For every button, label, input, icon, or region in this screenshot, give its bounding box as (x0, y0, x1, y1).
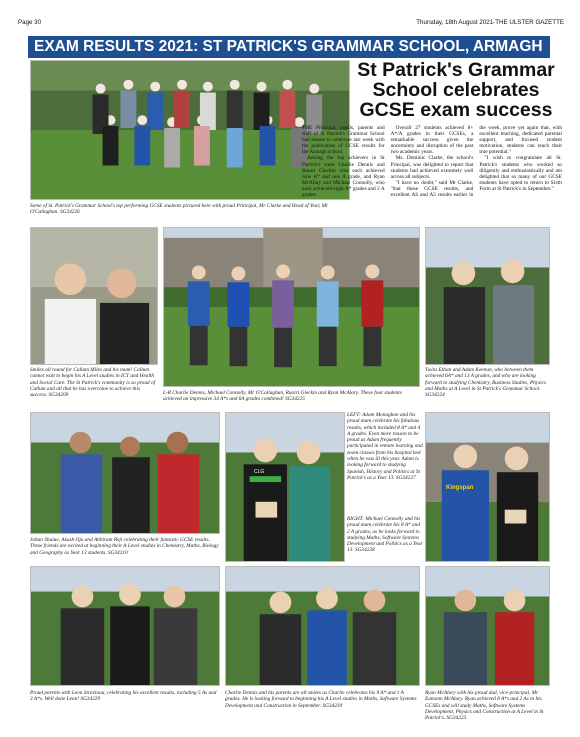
caption-four-students: L-R Charlie Dennis, Michael Connolly, Mr O'Callaghan, Ruairi Gleckin and Ryan McAlary. These four students achieved an impressive 34 A*s and 6A grades combined! SG34225 (163, 390, 402, 403)
caption-ryan: Ryan McAlary with his proud dad, vice-principal, Mr Eamonn McAlary. Ryan achieved 8 A*s and 2 As in his GCSEs and will study Maths, Software Systems Development, Physics and Construction at A Level in St Patrick's. SG34223 (425, 690, 544, 722)
caption-charlie: Charlie Dennis and his parents are all smiles as Charlie celebrates his 9 A* and 1 A grades. He is looking forward to beginning his A Level studies in Maths, Software Systems Development and Construction in September. SG34230 (225, 690, 417, 709)
callum-photo (30, 227, 158, 365)
four-students-photo (163, 227, 420, 387)
headline-line-1: St Patrick's Grammar (357, 59, 555, 81)
page-header (18, 16, 564, 30)
article-paragraph: "I wish to congratulate all St. Patrick's students who worked so diligently and enthusiastically and am delighted that so many of our GCSE students have opted to return to Sixth Form at St Patrick's in September." (479, 155, 562, 192)
headline-line-2: School celebrates (372, 79, 540, 101)
issue-date: Thursday, 18th August 2021-THE ULSTER GAZETTE (416, 19, 564, 26)
section-banner: EXAM RESULTS 2021: ST PATRICK'S GRAMMAR SCHOOL, ARMAGH (28, 36, 550, 58)
article-paragraph: Overall 27 students achieved 8+ A*/A grades in their GCSEs, a remarkable success given the uncertainty and disruption of the past two academic years. (390, 125, 474, 156)
article-body (302, 125, 562, 223)
headline-line-3: GCSE exam success (359, 99, 553, 121)
johan-photo (30, 412, 220, 534)
caption-johan: Johan Shaiue, Akash Ojo and Abhiram Reji celebrating their fantastic GCSE results. These friends are excited at beginning their A Level studies in Chemistry, Maths, Biology and Geography as Year 13 students. SG34210 (30, 537, 219, 556)
article-paragraph: THE Principal, pupils, parents and staff of St Patrick's Grammar School had reason to celebrate last week with the publication of GCSE results for the Armagh school. (302, 125, 385, 156)
adam-photo (225, 412, 345, 562)
michael-photo (425, 412, 550, 562)
jersey-label: CLG (254, 469, 265, 475)
charlie-photo (225, 566, 420, 686)
leon-photo (30, 566, 220, 686)
caption-twins: Twins Ethan and Adam Keenan, who between them achieved 6A* and 13 A grades, and who are looking forward to studying Chemistry, Business Studies, Physics and Maths at A Level in St Patrick's Grammar School. SG34224 (425, 367, 547, 399)
ryan-photo (425, 566, 550, 686)
article-paragraph: Among the top achievers in St Patrick's were Charlie Dennis and Ruairi Gleckin who each achieved nine A* and one A grade, and Ryan McAlary and Michael Connolly, who each achieved eight A* grades and 2 A grades. (302, 155, 385, 199)
article-paragraph: Ms. Dominic Clarke, the school's Principal, was delighted to report that students had achieved extremely well across all subjects. (390, 155, 474, 180)
caption-adam: LEFT: Adam Monaghan and his proud mum celebrate his fabulous results, which included 8 A* and 4 A grades. Even more reason to be proud as Adam frequently participated in remote learning and zoom classes from his hospital bed when he was ill this year. Adam is looking forward to studying Spanish, History and Politics at St Patrick's as a Year 13. SG34227 (347, 412, 423, 481)
article-paragraph: "I have no doubt," said Mr Clarke, "that these GCSE results, and excellent AS and A5 results earlier in the week, prove yet again that, with excellent teaching, dedicated parental support, and focused student motivation, students can reach their true potential." (390, 125, 562, 199)
page-number: Page 30 (18, 19, 42, 26)
caption-leon: Proud parents with Leon Stravinou, celebrating his excellent results, including 5 As and 3 A*s. Well done Leon! SG34229 (30, 690, 217, 703)
twins-photo (425, 227, 550, 365)
caption-callum: Smiles all round for Callum Miles and his mum! Callum cannot wait to begin his A Level studies in ICT and Health and Social Care. The St Patrick's community is so proud of Callum and all that he has overcome to achieve this success. SG34209 (30, 367, 156, 399)
caption-michael: RIGHT: Michael Connolly and his proud mum celebrate his 8 A* and 2 A grades, as he looks forward to studying Maths, Software Systems Development and Politics as a Year 13. SG34228 (347, 516, 423, 554)
sponsor-label: Kingspan (446, 485, 474, 491)
caption-main-photo: Some of St. Patrick's Grammar School's top performing GCSE students pictured here with proud Principal, Mr Clarke and Head of Year, Mr O'Callaghan. SG34226 (30, 203, 329, 216)
headline (356, 60, 556, 120)
